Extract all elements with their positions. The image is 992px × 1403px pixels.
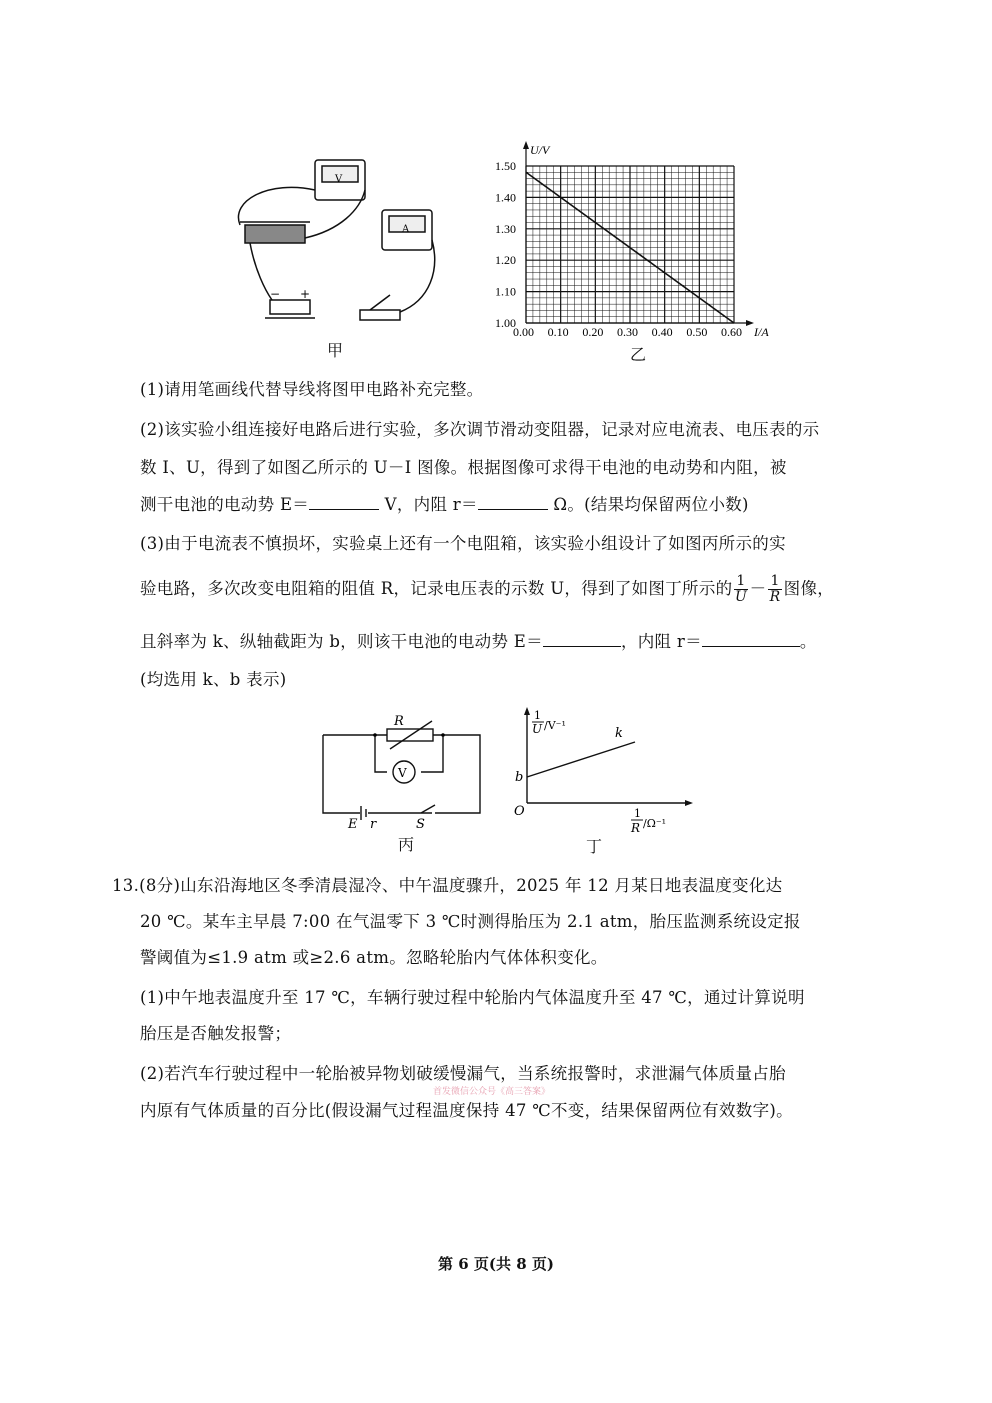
q12-part3-line3 <box>140 628 817 652</box>
answer-blank-emf[interactable] <box>309 495 379 510</box>
q12-text: ，内阻 r＝ <box>620 632 702 651</box>
y-axis-unit: /V⁻¹ <box>544 719 566 732</box>
figure-ding-caption: 丁 <box>586 837 603 856</box>
q12-part1: (1)请用笔画线代替导线将图甲电路补充完整。 <box>140 380 484 399</box>
q13-line5: 胎压是否触发报警； <box>140 1024 292 1043</box>
voltmeter-label: V <box>335 174 343 185</box>
fraction-1-over-U: $\frac{1}{U}$ <box>734 573 748 605</box>
q12-part2-line3 <box>140 491 749 515</box>
figure-yi-ui-graph <box>490 140 790 360</box>
page-footer: 第 6 页(共 8 页) <box>438 1255 554 1273</box>
x-tick-label: 0.10 <box>547 325 569 339</box>
voltmeter-label: V <box>398 766 407 780</box>
figure-jia-circuit <box>210 150 450 350</box>
x-tick-label: 0.30 <box>617 325 638 339</box>
x-tick-label: 0.40 <box>651 325 673 339</box>
dash: － <box>749 579 767 598</box>
y-axis-num: 1 <box>534 709 541 722</box>
watermark: 首发微信公众号《高三答案》 <box>433 1087 551 1097</box>
q12-text: 测干电池的电动势 E＝ <box>140 495 310 514</box>
q12-text: 。 <box>799 632 817 651</box>
switch-label: S <box>416 817 425 832</box>
q12-part3-line2 <box>140 574 834 605</box>
q12-text: 验电路，多次改变电阻箱的阻值 R，记录电压表的示数 U，得到了如图丁所示的 <box>140 579 733 598</box>
svg-text:+: + <box>300 287 311 301</box>
y-tick-label: 1.20 <box>495 253 516 268</box>
y-axis-den: U <box>532 722 543 736</box>
y-tick-label: 1.00 <box>495 316 516 330</box>
figure-ding-graph <box>510 705 690 835</box>
y-tick-label: 1.50 <box>495 159 516 173</box>
q13-line2: 20 ℃。某车主早晨 7:00 在气温零下 3 ℃时测得胎压为 2.1 atm，胎压监测系统设定报 <box>140 912 801 931</box>
q13-line6: (2)若汽车行驶过程中一轮胎被异物划破缓慢漏气，当系统报警时，求泄漏气体质量占胎 <box>140 1064 786 1083</box>
q12-text: 且斜率为 k、纵轴截距为 b，则该干电池的电动势 E＝ <box>140 632 543 651</box>
q12-part3-line1: (3)由于电流表不慎损坏，实验桌上还有一个电阻箱，该实验小组设计了如图丙所示的实 <box>140 534 786 553</box>
x-tick-label: 0.60 <box>721 325 742 339</box>
q13-line7: 内原有气体质量的百分比(假设漏气过程温度保持 47 ℃不变，结果保留两位有效数字)。 <box>140 1101 793 1120</box>
x-tick-label: 0.50 <box>686 325 708 339</box>
y-tick-label: 1.30 <box>495 221 516 236</box>
q13-line1: 13.(8分)山东沿海地区冬季清晨湿冷、中午温度骤升，2025 年 12 月某日地表温度变化达 <box>112 876 783 895</box>
figure-bing-circuit <box>320 714 490 832</box>
q12-part3-line4: (均选用 k、b 表示) <box>140 670 287 689</box>
q12-part2-line2: 数 I、U，得到了如图乙所示的 U－I 图像。根据图像可求得干电池的电动势和内阻，被 <box>140 458 787 477</box>
x-tick-label: 0.20 <box>582 325 604 339</box>
ammeter-label: A <box>402 224 410 235</box>
resistor-label: R <box>394 714 404 729</box>
answer-blank-resistance-kb[interactable] <box>702 632 800 647</box>
q13-line4: (1)中午地表温度升至 17 ℃，车辆行驶过程中轮胎内气体温度升至 47 ℃，通过计算说明 <box>140 988 805 1007</box>
answer-blank-emf-kb[interactable] <box>543 632 621 647</box>
emf-label: E <box>348 817 358 832</box>
y-axis-arrow <box>523 141 529 149</box>
x-tick-label: 0.00 <box>513 325 534 339</box>
y-tick-label: 1.10 <box>495 284 516 299</box>
rheostat-icon <box>245 225 305 243</box>
answer-blank-resistance[interactable] <box>478 495 548 510</box>
fraction-1-over-R: $\frac{1}{R}$ <box>769 573 781 605</box>
intercept-label: b <box>515 770 524 785</box>
x-axis-unit: /Ω⁻¹ <box>643 817 667 830</box>
q12-text: 图像， <box>783 579 835 598</box>
battery-icon <box>270 300 310 314</box>
x-axis-arrow <box>746 320 754 326</box>
q13-line3: 警阈值为≤1.9 atm 或≥2.6 atm。忽略轮胎内气体体积变化。 <box>140 948 608 967</box>
x-axis-label: I/A <box>754 325 769 339</box>
switch-icon <box>360 310 400 320</box>
origin-label: O <box>514 804 525 819</box>
figure-yi-caption: 乙 <box>630 345 647 364</box>
x-axis-num: 1 <box>634 807 641 820</box>
internal-resistance-label: r <box>370 817 377 832</box>
figure-jia-caption: 甲 <box>327 341 344 360</box>
slope-label: k <box>615 726 623 741</box>
figure-bing-caption: 丙 <box>398 835 415 854</box>
y-tick-label: 1.40 <box>495 190 516 205</box>
q12-text: V，内阻 r＝ <box>379 495 478 514</box>
x-axis-den: R <box>631 821 641 835</box>
svg-text:−: − <box>270 287 281 301</box>
y-axis-label: U/V <box>530 143 550 157</box>
q12-text: Ω。(结果均保留两位小数) <box>547 495 749 514</box>
q12-part2-line1: (2)该实验小组连接好电路后进行实验，多次调节滑动变阻器，记录对应电流表、电压表的示 <box>140 420 820 439</box>
